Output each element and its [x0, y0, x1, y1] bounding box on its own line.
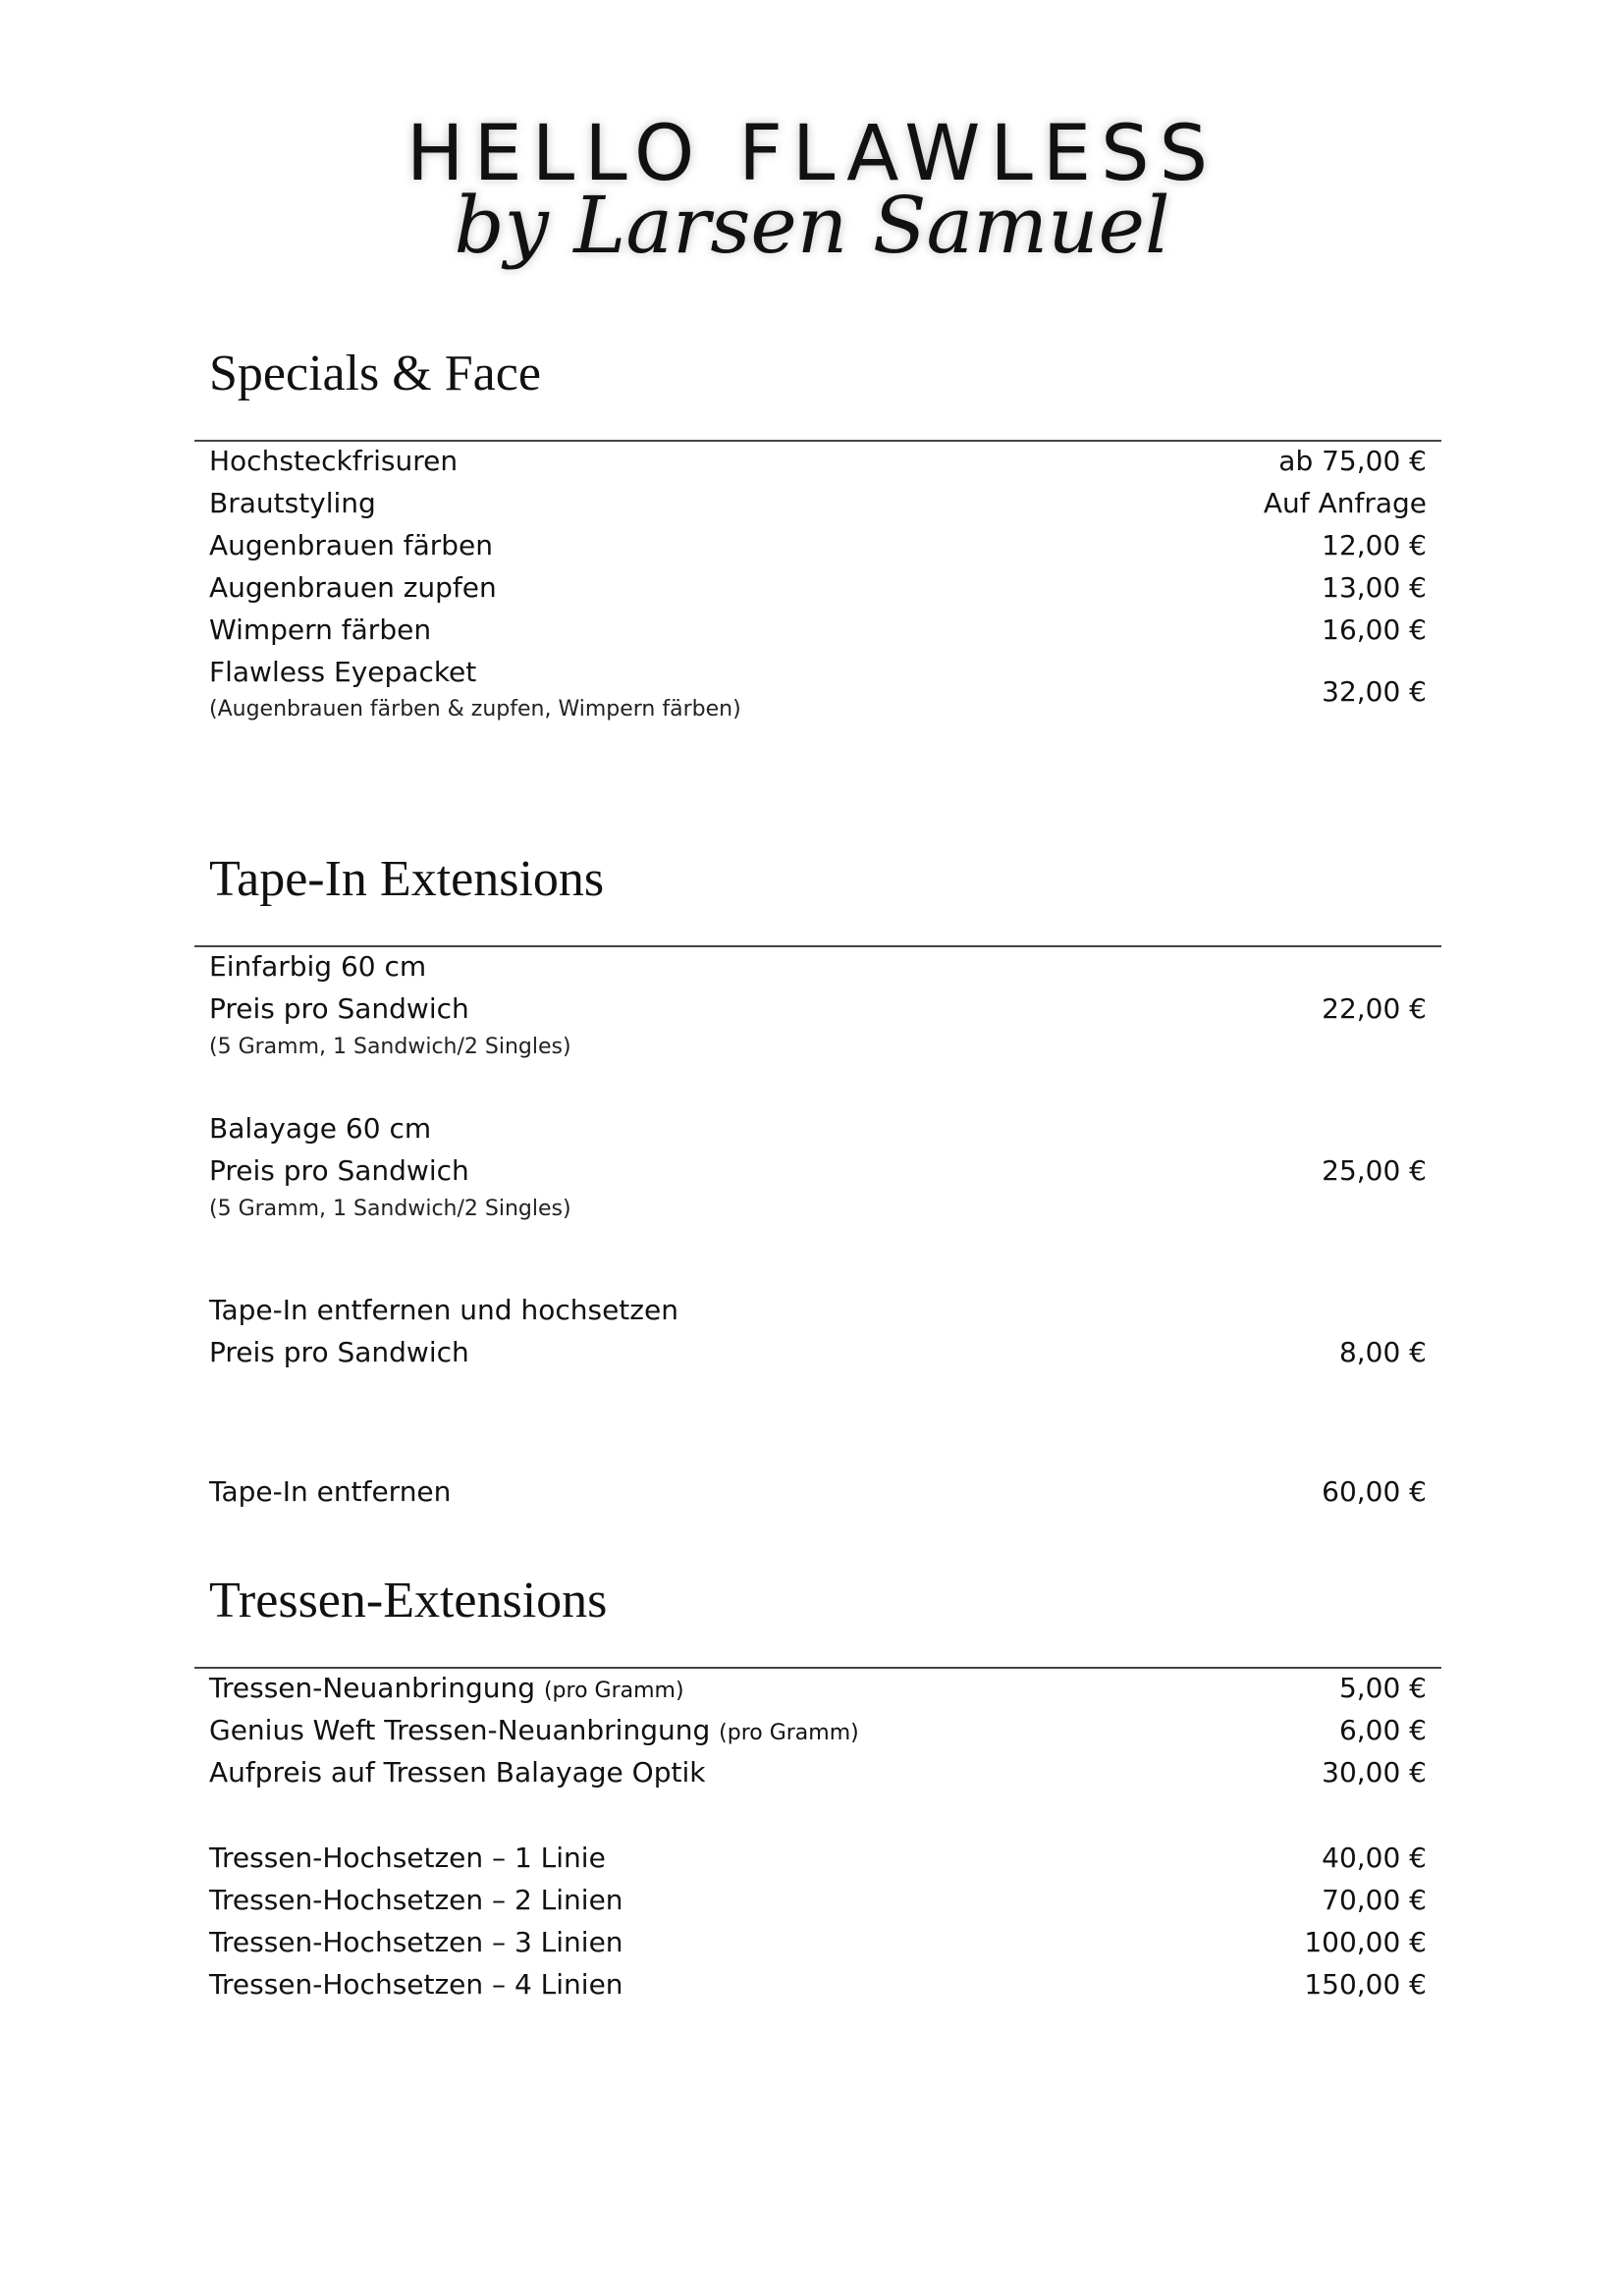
item-name: Genius Weft Tressen-Neuanbringung: [209, 1714, 711, 1746]
item-name: Augenbrauen färben: [209, 529, 493, 561]
price-row: [209, 988, 1427, 1031]
item-price: 12,00 €: [1322, 529, 1427, 561]
item-name-wrap: [209, 1667, 684, 1713]
price-row: [209, 1837, 1427, 1880]
item-name: Flawless Eyepacket: [209, 656, 477, 688]
item-price: 5,00 €: [1338, 1672, 1427, 1704]
item-name: Tressen-Hochsetzen – 2 Linien: [209, 1884, 623, 1916]
item-price: Auf Anfrage: [1263, 487, 1427, 519]
price-row: [209, 1963, 1427, 2006]
item-price: 22,00 €: [1322, 992, 1427, 1025]
item-heading-row: [209, 945, 1427, 988]
item-heading: Tape-In entfernen und hochsetzen: [209, 1294, 678, 1326]
brand-logo-signature: by Larsen Samuel: [454, 180, 1170, 271]
item-name: Wimpern färben: [209, 614, 432, 646]
item-name: Hochsteckfrisuren: [209, 445, 459, 477]
item-price: 70,00 €: [1322, 1884, 1427, 1916]
item-unit-suffix: (pro Gramm): [543, 1679, 684, 1703]
price-row-price-only: [209, 670, 1427, 714]
item-heading-row: [209, 1107, 1427, 1150]
item-price: ab 75,00 €: [1278, 445, 1427, 477]
item-price: 25,00 €: [1322, 1154, 1427, 1187]
price-row: [209, 482, 1427, 525]
item-price: 60,00 €: [1322, 1475, 1427, 1508]
item-name: Tape-In entfernen: [209, 1475, 452, 1508]
item-note: (Augenbrauen färben & zupfen, Wimpern färben): [209, 697, 741, 721]
section-title: Tressen-Extensions: [209, 1573, 608, 1629]
item-name: Aufpreis auf Tressen Balayage Optik: [209, 1756, 706, 1789]
item-price: 30,00 €: [1322, 1756, 1427, 1789]
item-heading-row: [209, 1289, 1427, 1332]
price-row: [209, 609, 1427, 652]
brand-logo-wordmark: HELLO FLAWLESS: [406, 110, 1218, 198]
item-note: (5 Gramm, 1 Sandwich/2 Singles): [209, 1197, 571, 1221]
item-name: Brautstyling: [209, 487, 376, 519]
price-row: [209, 1921, 1427, 1964]
item-name: Tressen-Hochsetzen – 3 Linien: [209, 1926, 623, 1958]
item-price: 8,00 €: [1338, 1336, 1427, 1368]
price-row: [209, 1331, 1427, 1374]
item-name: Tressen-Hochsetzen – 1 Linie: [209, 1842, 606, 1874]
price-row: [209, 1470, 1427, 1514]
price-row: [209, 440, 1427, 483]
item-price: 13,00 €: [1322, 571, 1427, 604]
item-name: Preis pro Sandwich: [209, 1154, 469, 1187]
item-note: (5 Gramm, 1 Sandwich/2 Singles): [209, 1035, 571, 1059]
section-title: Specials & Face: [209, 346, 541, 401]
item-unit-suffix: (pro Gramm): [719, 1721, 859, 1745]
item-heading: Einfarbig 60 cm: [209, 950, 427, 983]
item-price: 150,00 €: [1304, 1968, 1427, 2001]
item-name: Tressen-Neuanbringung: [209, 1672, 536, 1704]
price-row: [209, 524, 1427, 567]
price-row: [209, 1149, 1427, 1193]
item-name: Preis pro Sandwich: [209, 1336, 469, 1368]
item-price: 6,00 €: [1338, 1714, 1427, 1746]
item-price: 16,00 €: [1322, 614, 1427, 646]
price-row: [209, 1667, 1427, 1710]
item-name: Preis pro Sandwich: [209, 992, 469, 1025]
item-price: 100,00 €: [1304, 1926, 1427, 1958]
item-name: Augenbrauen zupfen: [209, 571, 497, 604]
item-name-wrap: [209, 1709, 859, 1755]
item-price: 40,00 €: [1322, 1842, 1427, 1874]
price-row: [209, 1879, 1427, 1922]
item-heading: Balayage 60 cm: [209, 1112, 432, 1145]
item-price: 32,00 €: [1322, 675, 1427, 708]
price-row: [209, 1709, 1427, 1752]
section-title: Tape-In Extensions: [209, 851, 605, 907]
item-name: Tressen-Hochsetzen – 4 Linien: [209, 1968, 623, 2001]
price-row: [209, 1751, 1427, 1794]
price-row: [209, 566, 1427, 610]
